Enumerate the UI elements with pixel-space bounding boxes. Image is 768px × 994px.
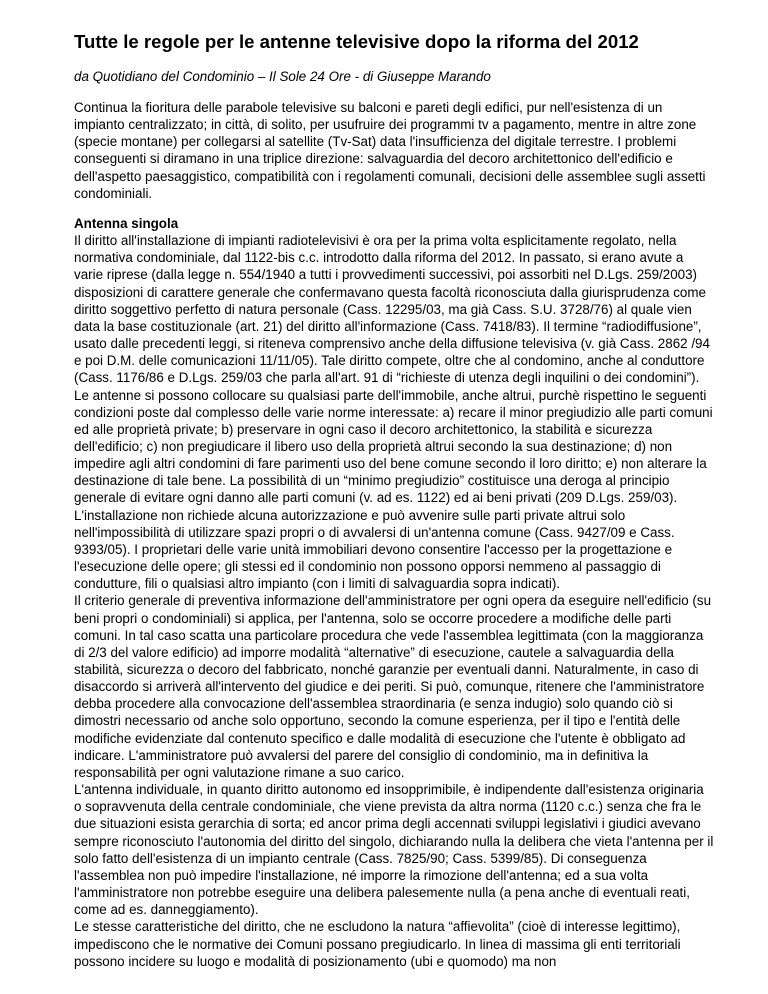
document-byline: da Quotidiano del Condominio – Il Sole 24 Ore - di Giuseppe Marando [74,69,491,84]
intro-paragraph: Continua la fioritura delle parabole televisive su balconi e pareti degli edifici, pur nell'esistenza di un impianto centralizzato; in città, di solito, per usufruire dei programmi tv a pagamento, mentre in altre zone (specie montane) per collegarsi al satellite (Tv-Sat) data l'insufficienza del digitale terrestre. I problemi conseguenti si diramano in una triplice direzione: salvaguardia del decoro architettonico dell'edificio e dell'aspetto paesaggistico, compatibilità con i regolamenti comunali, decisioni delle assemblee sugli assetti condominiali. [74,100,706,201]
body-paragraph: L'antenna individuale, in quanto diritto autonomo ed insopprimibile, è indipendente dall'esistenza originaria o sopravvenuta della centrale condominiale, che viene prevista da altra norma (1120 c.c.) senza che fra le due situazioni esista gerarchia di sorta; ed ancor prima degli accennati sviluppi legislativi i giudici avevano sempre riconosciuto l'autonomia del diritto del singolo, dichiarando nulla la delibera che vieta l'antenna per il solo fatto dell'esistenza di un impianto centrale (Cass. 7825/90; Cass. 5399/85). Di conseguenza l'assemblea non può impedire l'installazione, né imporre la rimozione dell'antenna; ed a sua volta l'amministratore non potrebbe eseguire una delibera palesemente nulla (a pena anche di eventuali reati, come ad es. danneggiamento). [74,782,714,918]
body-paragraph: Il criterio generale di preventiva informazione dell'amministratore per ogni opera da eseguire nell'edificio (su beni propri o condominiali) si applica, per l'antenna, solo se occorre procedere a modifiche delle parti comuni. In tal caso scatta una particolare procedura che vede l'assemblea legittimata (con la maggioranza di 2/3 del valore edificio) ad imporre modalità “alternative” di esecuzione, cautele a salvaguardia della stabilità, sicurezza o decoro del fabbricato, nonché garanzie per eventuali danni. Naturalmente, in caso di disaccordo si arriverà all'intervento del giudice e dei periti. Si può, comunque, ritenere che l'amministratore debba procedere alla convocazione dell'assemblea straordinaria (e senza indugio) solo quando ciò si dimostri necessario od anche solo opportuno, secondo la comune esperienza, per il tipo e l'entità delle modifiche evidenziate dal contenuto specifico e dalle modalità di esecuzione che l'utente è obbligato ad indicare. L'amministratore può avvalersi del parere del consiglio di condominio, ma in definitiva la responsabilità per ogni valutazione rimane a suo carico. [74,593,712,780]
document-title: Tutte le regole per le antenne televisive dopo la riforma del 2012 [74,31,639,52]
body-paragraph: Il diritto all'installazione di impianti radiotelevisivi è ora per la prima volta esplicitamente regolato, nella normativa condominiale, dal 1122-bis c.c. introdotto dalla riforma del 2012. In passato, si erano avute a varie riprese (dalla legge n. 554/1940 a tutti i provvedimenti successivi, poi assorbiti nel D.Lgs. 259/2003) disposizioni di carattere generale che confermavano questa facoltà riconosciuta dalla giurisprudenza come diritto soggettivo perfetto di natura personale (Cass. 12295/03, ma già Cass. S.U. 3728/76) al quale vien data la base costituzionale (art. 21) del diritto all'informazione (Cass. 7418/83). Il termine “radiodiffusione”, usato dalle precedenti leggi, si riteneva comprensivo anche della diffusione televisiva (v. già Cass. 2862 /94 e poi D.M. delle comunicazioni 11/11/05). Tale diritto compete, oltre che al condomino, anche al conduttore (Cass. 1176/86 e D.Lgs. 259/03 che parla all'art. 91 di “richieste di utenza degli inquilini o dei condomini”). Le antenne si possono collocare su qualsiasi parte dell'immobile, anche altrui, purchè rispettino le seguenti condizioni poste dal complesso delle varie norme interessate: a) recare il minor pregiudizio alle parti comuni ed alle proprietà private; b) preservare in ogni caso il decoro architettonico, la stabilità e sicurezza dell'edificio; c) non pregiudicare il libero uso della proprietà altrui secondo la sua destinazione; d) non impedire agli altri condomini di fare parimenti uso del bene comune secondo il loro diritto; e) non alterare la destinazione di tale bene. La possibilità di un “minimo pregiudizio” costituisce una deroga al principio generale di evitare ogni danno alle parti comuni (v. ad es. 1122) ed ai beni privati (209 D.Lgs. 259/03). L'installazione non richiede alcuna autorizzazione e può avvenire sulle parti private altrui solo nell'impossibilità di utilizzare spazi propri o di avvalersi di un'antenna comune (Cass. 9427/09 e Cass. 9393/05). I proprietari delle varie unità immobiliari devono consentire l'accesso per la progettazione e l'esecuzione delle opere; gli stessi ed il condominio non possono opporsi nemmeno al passaggio di condutture, fili o qualsiasi altro impianto (con i limiti di salvaguardia sopra indicati). [74,233,713,592]
document-page [74,30,714,970]
section-heading: Antenna singola [74,215,179,231]
body-paragraph: Le stesse caratteristiche del diritto, che ne escludono la natura “affievolita” (cioè di interesse legittimo), impediscono che le normative dei Comuni possano pregiudicarlo. In linea di massima gli enti territoriali possono incidere su luogo e modalità di posizionamento (ubi e quomodo) ma non [74,919,681,969]
